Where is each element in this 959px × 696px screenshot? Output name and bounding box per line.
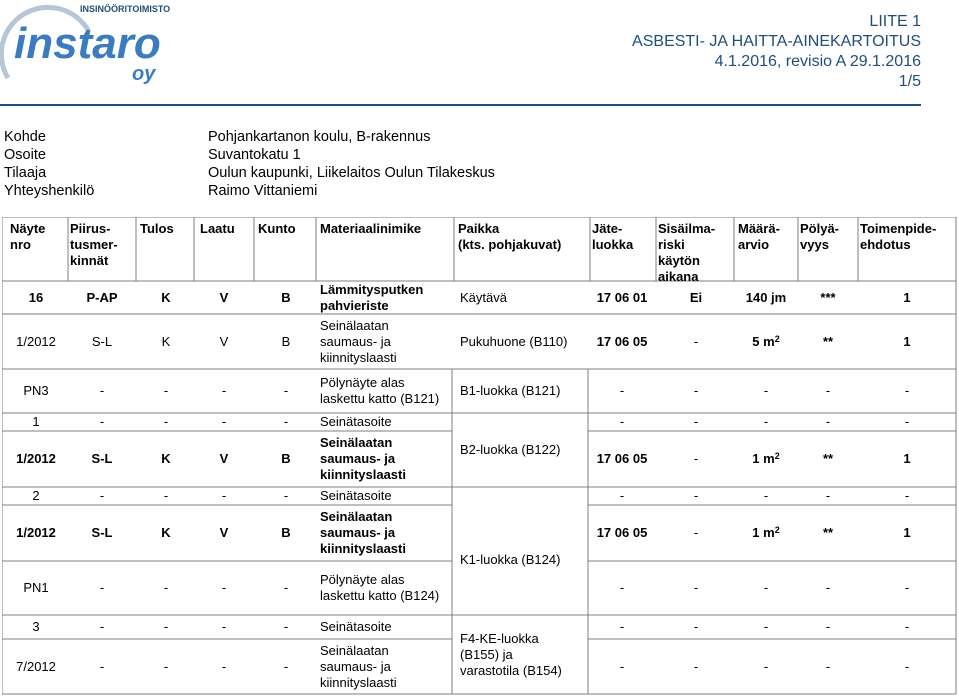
cell-maara: 140 jm [745,289,787,305]
cell-laatu: V [219,289,229,305]
cell-maara: 1 $m^2$ [752,525,780,540]
cell-maara: - [763,580,769,595]
cell-paikka: K1-luokka (B124) [460,552,561,567]
svg-text:INSINÖÖRITOIMISTO: INSINÖÖRITOIMISTO [80,4,171,14]
cell-piirus: - [99,383,105,398]
info-row [4,182,495,200]
cell-kunto: - [283,619,289,634]
info-key: Kohde [4,129,46,145]
cell-laatu: - [221,488,227,503]
info-key: Osoite [4,147,46,163]
cell-toimenpide: - [904,383,910,398]
cell-kunto: - [283,383,289,398]
info-row [4,146,495,164]
column-header-kunto: Kunto [258,221,296,236]
cell-materiaali: Seinätasoite [320,488,392,503]
cell-jate: 17 06 01 [596,289,648,305]
cell-tulos: K [161,289,171,305]
cell-toimenpide: 1 [903,525,911,540]
cell-toimenpide: 1 [903,333,911,349]
cell-piirus: P-AP [86,289,118,305]
cell-kunto: B [281,333,291,349]
cell-nayte: PN3 [23,383,49,398]
info-value: Suvantokatu 1 [208,147,301,163]
column-header-tulos: Tulos [140,221,174,236]
cell-materiaali: Seinälaatan saumaus- ja kiinnityslaasti [320,435,406,482]
cell-sisailma: - [693,525,699,540]
cell-tulos: - [163,580,169,595]
cell-laatu: - [221,383,227,398]
cell-toimenpide: 1 [903,451,911,466]
cell-polya: - [825,488,831,503]
column-header-piirus: Piirus- tusmer- kinnät [70,221,118,268]
cell-materiaali: Seinätasoite [320,414,392,429]
column-header-polya: Pölyä- vyys [800,221,840,252]
cell-sisailma: - [693,580,699,595]
cell-tulos: - [163,658,169,674]
cell-sisailma: - [693,414,699,429]
cell-laatu: - [221,414,227,429]
results-table [2,217,957,695]
cell-jate: - [619,488,625,503]
column-header-paikka: Paikka (kts. pohjakuvat) [458,221,562,252]
cell-sisailma: - [693,488,699,503]
column-header-maara: Määrä- arvio [738,221,780,252]
document-header [632,12,921,92]
company-logo [0,0,180,90]
info-row [4,164,495,182]
cell-maara: - [763,619,769,634]
cell-toimenpide: - [904,488,910,503]
unit-superscript: 2 [774,451,780,461]
info-value: Oulun kaupunki, Liikelaitos Oulun Tilakeskus [208,165,495,181]
cell-toimenpide: - [904,658,910,674]
document-date: 4.1.2016, revisio A 29.1.2016 [714,53,921,70]
cell-materiaali: Seinälaatan saumaus- ja kiinnityslaasti [320,642,397,690]
cell-tulos: K [161,525,171,540]
cell-nayte: 3 [32,619,40,634]
info-value: Pohjankartanon koulu, B-rakennus [208,129,431,145]
column-header-laatu: Laatu [200,221,235,236]
cell-maara: - [763,414,769,429]
cell-kunto: - [283,580,289,595]
cell-laatu: V [219,525,229,540]
cell-tulos: - [163,414,169,429]
cell-toimenpide: - [904,414,910,429]
cell-materiaali: Lämmitysputken pahvieriste [320,281,424,313]
cell-maara: 1 $m^2$ [752,451,780,466]
cell-piirus: - [99,580,105,595]
cell-materiaali: Seinätasoite [320,619,392,634]
cell-laatu: - [221,658,227,674]
cell-tulos: K [161,451,171,466]
cell-piirus: S-L [91,451,113,466]
info-row [4,128,495,146]
cell-toimenpide: - [904,619,910,634]
unit-superscript: 2 [774,525,780,535]
cell-sisailma: - [693,619,699,634]
cell-laatu: - [221,580,227,595]
cell-paikka: F4-KE-luokka (B155) ja varastotila (B154) [460,630,562,678]
cell-maara: 5 $m^2$ [752,333,780,349]
cell-nayte: 7/2012 [16,658,56,674]
cell-nayte: 16 [28,289,44,305]
cell-paikka: Pukuhuone (B110) [460,333,568,349]
cell-kunto: - [283,658,289,674]
cell-polya: ** [822,451,834,466]
cell-maara: - [763,488,769,503]
cell-tulos: K [161,333,171,349]
cell-laatu: V [219,451,229,466]
cell-jate: 17 06 05 [596,333,648,349]
document-title: ASBESTI- JA HAITTA-AINEKARTOITUS [632,33,921,50]
cell-toimenpide: - [904,580,910,595]
cell-kunto: - [283,488,289,503]
cell-piirus: S-L [91,525,113,540]
unit-superscript: 2 [774,333,780,344]
cell-paikka: Käytävä [460,289,507,305]
cell-kunto: B [281,289,291,305]
cell-jate: - [619,383,625,398]
cell-piirus: S-L [91,333,113,349]
column-header-jate: Jäte- luokka [592,221,634,252]
cell-maara: - [763,383,769,398]
cell-jate: 17 06 05 [596,451,648,466]
cell-polya: ** [822,333,834,349]
cell-polya: *** [820,289,836,305]
column-header-toimenpide: Toimenpide- ehdotus [860,221,937,252]
cell-jate: - [619,580,625,595]
cell-sisailma: - [693,451,699,466]
page-number: 1/5 [898,73,921,90]
cell-piirus: - [99,488,105,503]
cell-nayte: 1/2012 [16,525,56,540]
cell-toimenpide: 1 [903,289,911,305]
project-info [4,128,495,200]
cell-polya: - [825,580,831,595]
cell-sisailma: Ei [689,289,703,305]
cell-sisailma: - [693,658,699,674]
cell-jate: 17 06 05 [596,525,648,540]
cell-piirus: - [99,619,105,634]
cell-paikka: B2-luokka (B122) [460,442,561,457]
cell-piirus: - [99,658,105,674]
cell-piirus: - [99,414,105,429]
cell-materiaali: Seinälaatan saumaus- ja kiinnityslaasti [320,317,397,365]
appendix-label: LIITE 1 [869,13,921,30]
cell-kunto: B [281,451,291,466]
cell-kunto: B [281,525,291,540]
cell-materiaali: Pölynäyte alas laskettu katto (B121) [320,375,440,406]
cell-materiaali: Seinälaatan saumaus- ja kiinnityslaasti [320,509,406,556]
cell-nayte: 1 [32,414,40,429]
header-divider [0,104,921,106]
cell-tulos: - [163,383,169,398]
cell-nayte: PN1 [23,580,49,595]
cell-kunto: - [283,414,289,429]
column-header-sisailma: Sisäilma- riski käytön aikana [658,221,716,284]
cell-laatu: - [221,619,227,634]
cell-laatu: V [219,333,229,349]
cell-polya: - [825,383,831,398]
cell-polya: - [825,658,831,674]
svg-text:oy: oy [132,63,156,85]
cell-sisailma: - [693,333,699,349]
cell-maara: - [763,658,769,674]
cell-polya: - [825,414,831,429]
svg-text:instaro: instaro [14,19,161,68]
cell-materiaali: Pölynäyte alas laskettu katto (B124) [320,572,440,603]
cell-sisailma: - [693,383,699,398]
cell-jate: - [619,414,625,429]
cell-jate: - [619,658,625,674]
cell-nayte: 1/2012 [16,451,56,466]
info-key: Tilaaja [4,165,47,181]
cell-nayte: 1/2012 [16,333,56,349]
cell-tulos: - [163,488,169,503]
cell-paikka: B1-luokka (B121) [460,383,561,398]
info-value: Raimo Vittaniemi [208,183,318,199]
cell-nayte: 2 [32,488,40,503]
column-header-materiaali: Materiaalinimike [320,221,422,236]
column-header-nayte: Näyte nro [10,221,46,252]
info-key: Yhteyshenkilö [4,183,95,199]
cell-tulos: - [163,619,169,634]
cell-jate: - [619,619,625,634]
cell-polya: ** [822,525,834,540]
cell-polya: - [825,619,831,634]
